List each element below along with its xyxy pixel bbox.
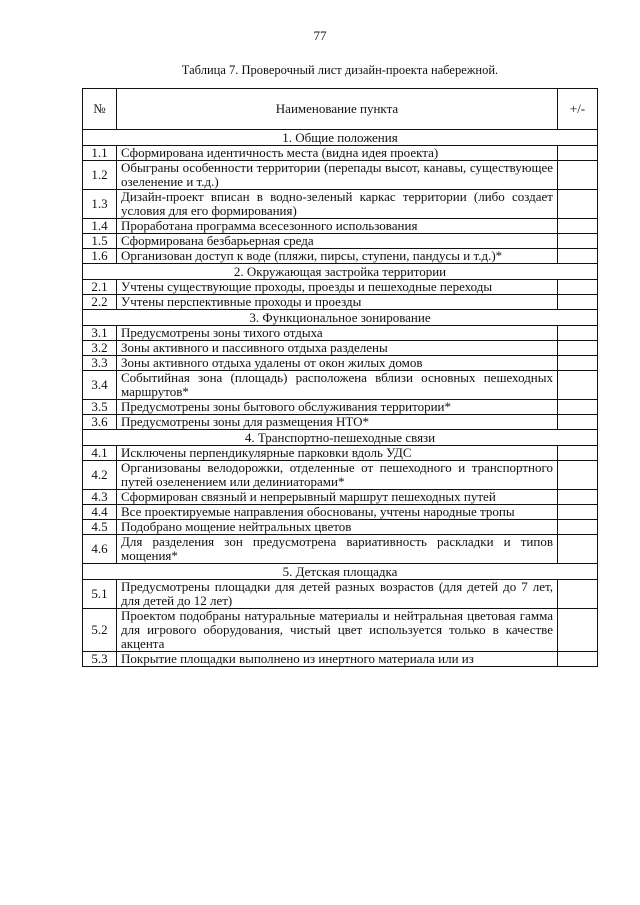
header-number: № [83, 89, 117, 130]
item-mark-cell[interactable] [558, 249, 598, 264]
item-number: 1.3 [83, 190, 117, 219]
item-number: 4.3 [83, 490, 117, 505]
table-row [83, 580, 598, 609]
item-text: Зоны активного и пассивного отдыха разделены [117, 341, 558, 356]
item-mark-cell[interactable] [558, 535, 598, 564]
table-row [83, 461, 598, 490]
item-text: Обыграны особенности территории (перепады высот, канавы, существующее озеленение и т.д.) [117, 161, 558, 190]
item-number: 5.3 [83, 652, 117, 667]
item-mark-cell[interactable] [558, 146, 598, 161]
table-row [83, 652, 598, 667]
item-mark-cell[interactable] [558, 219, 598, 234]
item-text: Сформирован связный и непрерывный маршрут пешеходных путей [117, 490, 558, 505]
table-row [83, 535, 598, 564]
item-text: Организован доступ к воде (пляжи, пирсы, ступени, пандусы и т.д.)* [117, 249, 558, 264]
item-number: 4.6 [83, 535, 117, 564]
table-row [83, 249, 598, 264]
table-row [83, 371, 598, 400]
table-row [83, 280, 598, 295]
section-title: 2. Окружающая застройка территории [83, 264, 598, 280]
item-mark-cell[interactable] [558, 652, 598, 667]
item-mark-cell[interactable] [558, 190, 598, 219]
item-number: 1.2 [83, 161, 117, 190]
item-text: Предусмотрены площадки для детей разных возрастов (для детей до 7 лет, для детей до 12 лет) [117, 580, 558, 609]
item-mark-cell[interactable] [558, 461, 598, 490]
section-row [83, 130, 598, 146]
item-number: 2.1 [83, 280, 117, 295]
item-text: Проектом подобраны натуральные материалы и нейтральная цветовая гамма для игрового оборудования, чистый цвет используется только в качестве акцента [117, 609, 558, 652]
section-title: 5. Детская площадка [83, 564, 598, 580]
item-text: Для разделения зон предусмотрена вариативность раскладки и типов мощения* [117, 535, 558, 564]
item-mark-cell[interactable] [558, 295, 598, 310]
item-text: Предусмотрены зоны тихого отдыха [117, 326, 558, 341]
item-number: 3.1 [83, 326, 117, 341]
item-text: Проработана программа всесезонного использования [117, 219, 558, 234]
item-number: 3.5 [83, 400, 117, 415]
item-number: 1.6 [83, 249, 117, 264]
table-caption: Таблица 7. Проверочный лист дизайн-проекта набережной. [181, 63, 499, 77]
item-number: 5.2 [83, 609, 117, 652]
table-row [83, 234, 598, 249]
item-number: 4.5 [83, 520, 117, 535]
item-number: 1.5 [83, 234, 117, 249]
item-number: 2.2 [83, 295, 117, 310]
table-row [83, 490, 598, 505]
item-mark-cell[interactable] [558, 371, 598, 400]
item-text: Исключены перпендикулярные парковки вдоль УДС [117, 446, 558, 461]
item-mark-cell[interactable] [558, 161, 598, 190]
item-mark-cell[interactable] [558, 446, 598, 461]
item-mark-cell[interactable] [558, 280, 598, 295]
item-number: 1.1 [83, 146, 117, 161]
item-number: 3.6 [83, 415, 117, 430]
item-number: 3.2 [83, 341, 117, 356]
item-mark-cell[interactable] [558, 356, 598, 371]
item-number: 4.4 [83, 505, 117, 520]
table-body [83, 130, 598, 667]
item-text: Предусмотрены зоны для размещения НТО* [117, 415, 558, 430]
table-row [83, 341, 598, 356]
item-text: Предусмотрены зоны бытового обслуживания территории* [117, 400, 558, 415]
table-row [83, 415, 598, 430]
section-row [83, 564, 598, 580]
section-row [83, 430, 598, 446]
item-mark-cell[interactable] [558, 326, 598, 341]
table-row [83, 219, 598, 234]
table-row [83, 520, 598, 535]
table-row [83, 161, 598, 190]
section-row [83, 264, 598, 280]
item-text: Учтены существующие проходы, проезды и пешеходные переходы [117, 280, 558, 295]
table-row [83, 505, 598, 520]
table-row [83, 146, 598, 161]
item-text: Организованы велодорожки, отделенные от пешеходного и транспортного путей озеленением или делиниаторами* [117, 461, 558, 490]
item-text: Все проектируемые направления обоснованы, учтены народные тропы [117, 505, 558, 520]
item-number: 4.2 [83, 461, 117, 490]
item-text: Сформирована идентичность места (видна идея проекта) [117, 146, 558, 161]
item-mark-cell[interactable] [558, 490, 598, 505]
item-mark-cell[interactable] [558, 609, 598, 652]
item-number: 4.1 [83, 446, 117, 461]
item-mark-cell[interactable] [558, 520, 598, 535]
table-row [83, 446, 598, 461]
section-title: 1. Общие положения [83, 130, 598, 146]
checklist-table [82, 88, 598, 667]
header-name: Наименование пункта [117, 89, 558, 130]
item-mark-cell[interactable] [558, 400, 598, 415]
item-mark-cell[interactable] [558, 234, 598, 249]
item-number: 3.3 [83, 356, 117, 371]
page-number: 77 [313, 28, 327, 43]
section-row [83, 310, 598, 326]
item-text: Дизайн-проект вписан в водно-зеленый каркас территории (либо создает условия для его формирования) [117, 190, 558, 219]
item-mark-cell[interactable] [558, 415, 598, 430]
item-mark-cell[interactable] [558, 580, 598, 609]
item-mark-cell[interactable] [558, 505, 598, 520]
item-text: Покрытие площадки выполнено из инертного материала или из [117, 652, 558, 667]
table-row [83, 609, 598, 652]
section-title: 4. Транспортно-пешеходные связи [83, 430, 598, 446]
item-number: 3.4 [83, 371, 117, 400]
header-mark: +/- [558, 89, 598, 130]
item-text: Зоны активного отдыха удалены от окон жилых домов [117, 356, 558, 371]
item-number: 5.1 [83, 580, 117, 609]
item-number: 1.4 [83, 219, 117, 234]
table-row [83, 356, 598, 371]
item-text: Событийная зона (площадь) расположена вблизи основных пешеходных маршрутов* [117, 371, 558, 400]
item-text: Учтены перспективные проходы и проезды [117, 295, 558, 310]
table-row [83, 190, 598, 219]
table-header-row [83, 89, 598, 130]
section-title: 3. Функциональное зонирование [83, 310, 598, 326]
item-text: Подобрано мощение нейтральных цветов [117, 520, 558, 535]
item-text: Сформирована безбарьерная среда [117, 234, 558, 249]
table-row [83, 400, 598, 415]
table-row [83, 326, 598, 341]
table-row [83, 295, 598, 310]
item-mark-cell[interactable] [558, 341, 598, 356]
